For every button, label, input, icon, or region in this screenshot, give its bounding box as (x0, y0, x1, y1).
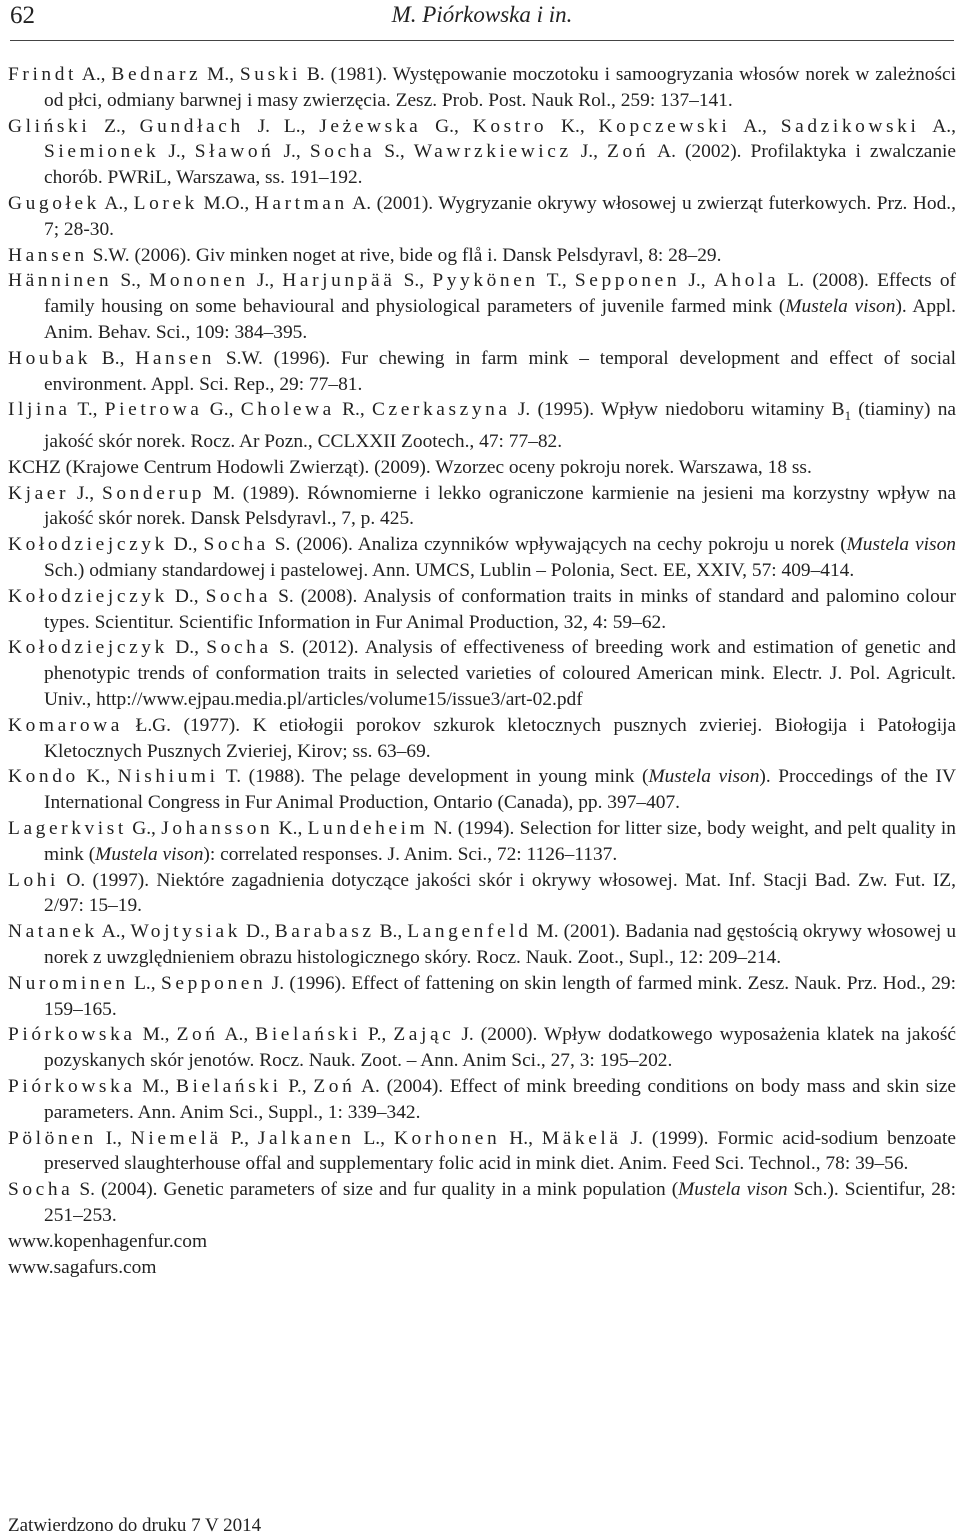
author-surname: Lohi (8, 869, 60, 891)
reference-text: K., (273, 817, 308, 839)
reference-text: O. (1997). Niektóre zagadnienia dotyczące jakości skór i okrywy włosowej. Mat. Inf. Stacji Bad. Zw. Fut. IZ, 2/97: 15–19. (44, 869, 956, 917)
reference-text: ). Appl. Anim. Behav. Sci., 109: 384–395. (44, 296, 956, 343)
author-surname: Gugołek (8, 192, 100, 214)
author-surname: Suski (239, 64, 302, 85)
reference-text: A., (97, 921, 131, 943)
author-surname: Nurominen (8, 972, 129, 994)
reference-text: Sch.). Scientifur, 28: 251–253. (44, 1179, 956, 1226)
author-surname: Bielański (175, 1075, 282, 1097)
reference-text: J. (1996). Effect of fattening on skin length of farmed mink. Zesz. Nauk. Prz. Hod., 29: 159–165. (44, 972, 956, 1020)
species-name: Mustela vison (95, 843, 204, 865)
author-surname: Piórkowska (8, 1024, 136, 1046)
reference-text: KCHZ (Krajowe Centrum Hodowli Zwierząt). (2009). Wzorzec oceny pokroju norek. Warszawa, 18 ss. (8, 456, 812, 478)
author-surname: Mononen (149, 270, 249, 292)
author-surname: Gundłach (139, 115, 244, 137)
reference-text: A. (2002). Profilaktyka i zwalczanie chorób. PWRiL, Warszawa, ss. 191–192. (44, 141, 957, 189)
author-surname: Lorek (133, 192, 198, 214)
reference-text: J., (159, 141, 195, 163)
reference-entry (8, 1177, 956, 1229)
reference-text: S.W. (1996). Fur chewing in farm mink – temporal development and effect of social environment. Appl. Sci. Rep., 29: 77–81. (44, 347, 956, 395)
reference-text: L. (2008). Effects of family housing on some behavioural and physiological parameters of juvenile farmed mink ( (44, 270, 956, 318)
reference-text: T., (70, 399, 105, 421)
reference-entry (8, 62, 956, 114)
author-surname: Czerkaszyna (371, 399, 511, 421)
reference-text: D., (167, 637, 207, 659)
reference-entry (8, 481, 957, 533)
reference-text: S. (2006). Analiza czynników wpływających na cechy pokroju u norek ( (268, 534, 847, 556)
reference-entry (8, 1126, 956, 1178)
reference-entry (8, 268, 956, 345)
reference-entry (8, 397, 957, 454)
reference-text: A., (99, 192, 134, 214)
author-surname: Kołodziejczyk (8, 637, 168, 659)
reference-text: L., (128, 972, 161, 994)
header-rule (10, 40, 954, 41)
reference-text: S. (2004). Genetic parameters of size and fur quality in a mink population ( (73, 1179, 679, 1201)
author-surname: Kołodziejczyk (8, 534, 168, 556)
reference-text: G., (202, 399, 241, 421)
reference-text: P., (281, 1075, 314, 1097)
reference-entry (8, 532, 956, 584)
author-surname: Kołodziejczyk (8, 585, 168, 607)
reference-text: Ł.G. (1977). K etiołogii porokov szkurok kletocznych pusznych zvieriej. Biołogija i Patołogija Kletocznych Pusznych Zvieriej, Kirov; ss. 63–69. (44, 714, 956, 762)
reference-text: J., (571, 141, 608, 163)
reference-text: A. (2004). Effect of mink breeding conditions on body mass and skin size parameters. Ann. Anim Sci., Suppl., 1: 339–342. (44, 1075, 956, 1123)
species-name: Mustela vison (678, 1179, 788, 1201)
author-surname: Sepponen (161, 972, 267, 994)
author-surname: Socha (206, 637, 272, 659)
reference-text: A., (919, 115, 956, 137)
reference-text: B. (1981). Występowanie moczotoku i samoogryzania włosów norek w zależności od płci, odmiany barwnej i masy zwierzęcia. Zesz. Prob. Post. Nauk Rol., 259: 137–141. (44, 64, 956, 111)
author-surname: Socha (309, 141, 376, 163)
reference-entry (8, 1074, 956, 1126)
reference-entry (8, 919, 957, 971)
reference-entry (8, 114, 957, 191)
reference-entry (8, 243, 956, 269)
author-surname: Zoń (176, 1024, 219, 1046)
author-surname: Socha (205, 585, 272, 607)
author-surname: Frindt (8, 64, 78, 85)
reference-text: D., (241, 921, 275, 943)
author-surname: Pietrowa (104, 399, 203, 421)
reference-text: M. (1989). Równomierne i lekko ograniczone karmienie na jesieni ma korzystny wpływ na jakość skór norek. Dansk Pelsdyravl., 7, p. 425. (44, 482, 957, 530)
author-surname: Kostro (472, 115, 548, 137)
reference-text: J., (680, 270, 714, 292)
reference-text: M. (2001). Badania nad gęstością okrywy włosowej u norek z uwzględnieniem obrazu histologicznego skóry. Rocz. Nauk. Zoot., Supl., 12: 209–214. (44, 921, 957, 968)
reference-list (8, 62, 956, 1280)
author-surname: Lundeheim (307, 817, 429, 839)
reference-text: J., (248, 270, 283, 292)
reference-text: J. (1995). Wpływ niedoboru witaminy B (510, 399, 845, 421)
reference-text: A., (730, 115, 781, 137)
reference-text: I., (96, 1127, 131, 1149)
author-surname: Jalkanen (257, 1127, 355, 1149)
author-surname: Socha (203, 534, 269, 556)
reference-text: S. (2012). Analysis of effectiveness of breeding work and estimation of genetic and phenotypic trends of conformation traits in selected varieties of coloured American mink. Electr. J. Pol. Agricult. Univ., http://www.ejpau.media.pl/articles/volume15/issue3/art-02.pdf (44, 637, 956, 710)
author-surname: Jeżewska (319, 115, 422, 137)
reference-text: H., (500, 1127, 542, 1149)
reference-text: A., (77, 64, 112, 85)
reference-text: D., (167, 534, 204, 556)
reference-text: T. (1988). The pelage development in young mink ( (218, 766, 649, 788)
reference-text: Sch.) odmiany standardowej i pastelowej. Ann. UMCS, Lublin – Polonia, Sect. EE, XXIV, 57: 409–414. (44, 560, 855, 582)
author-surname: Bielański (255, 1024, 361, 1046)
reference-text: J. L., (243, 115, 320, 137)
author-surname: Niemelä (130, 1127, 222, 1149)
reference-entry (8, 713, 956, 765)
author-surname: Zając (393, 1024, 455, 1046)
author-surname: Sepponen (574, 270, 681, 292)
reference-text: J. (1999). Formic acid-sodium benzoate preserved slaughterhouse offal and supplementary folic acid in mink diet. Anim. Feed Sci. Technol., 78: 39–56. (44, 1127, 956, 1175)
author-surname: Zoń (313, 1075, 356, 1097)
author-surname: Wawrzkiewicz (413, 141, 572, 163)
author-surname: Korhonen (393, 1127, 501, 1149)
author-surname: Hansen (8, 244, 88, 266)
reference-text: R., (334, 399, 372, 421)
reference-entry (8, 868, 956, 920)
reference-text: ). Proccedings of the IV International Congress in Fur Animal Production, Ontario (Canada), pp. 397–407. (44, 766, 956, 814)
reference-text: A. (2001). Wygryzanie okrywy włosowej u zwierząt futerkowych. Prz. Hod., 7; 28-30. (44, 192, 957, 240)
author-surname: Gliński (8, 115, 91, 137)
reference-text: Z., (90, 115, 140, 137)
author-surname: Kjaer (8, 482, 70, 504)
author-surname: Sonderup (101, 482, 206, 504)
species-name: Mustela vison (648, 766, 760, 788)
reference-text: G., (126, 817, 162, 839)
author-surname: Zoń (607, 141, 650, 163)
reference-entry (8, 346, 956, 398)
reference-text: S., (112, 270, 150, 292)
page-number: 62 (10, 2, 35, 29)
author-surname: Mäkelä (541, 1127, 622, 1149)
reference-text: J., (69, 482, 102, 504)
reference-entry (8, 635, 956, 712)
author-surname: Johansson (161, 817, 274, 839)
reference-entry (8, 584, 956, 636)
reference-entry (8, 1022, 957, 1074)
running-head: M. Piórkowska i in. (391, 2, 573, 27)
page-header (10, 0, 954, 38)
author-surname: Natanek (8, 921, 98, 943)
author-surname: Langenfeld (407, 921, 532, 943)
approval-footer: Zatwierdzono do druku 7 V 2014 (8, 1515, 262, 1536)
reference-entry (8, 816, 956, 868)
reference-entry (8, 971, 956, 1023)
reference-text: K., (78, 766, 118, 788)
reference-text: A., (218, 1024, 256, 1046)
reference-text: M., (135, 1075, 176, 1097)
website-link[interactable]: www.sagafurs.com (8, 1256, 157, 1278)
author-surname: Ahola (713, 270, 780, 292)
author-surname: Pyykönen (432, 270, 539, 292)
author-surname: Bednarz (111, 64, 202, 85)
species-name: Mustela vison (846, 534, 956, 556)
reference-text: ): correlated responses. J. Anim. Sci., 72: 1126–1137. (203, 843, 618, 865)
author-surname: Hartman (254, 192, 348, 214)
author-surname: Harjunpää (282, 270, 396, 292)
author-surname: Siemionek (44, 141, 160, 163)
reference-text: N. (1994). Selection for litter size, body weight, and pelt quality in mink ( (44, 817, 956, 865)
author-surname: Cholewa (240, 399, 335, 421)
author-surname: Sadzikowski (780, 115, 920, 137)
reference-entry (8, 455, 956, 481)
reference-text: J. (2000). Wpływ dodatkowego wyposażenia klatek na jakość pozyskanych skór jenotów. Rocz. Nauk. Zoot. – Ann. Anim Sci., 27, 3: 195–202. (44, 1024, 957, 1072)
author-surname: Komarowa (8, 714, 123, 736)
reference-text: J., (274, 141, 310, 163)
author-surname: Nishiumi (117, 766, 219, 788)
website-link[interactable]: www.kopenhagenfur.com (8, 1230, 208, 1252)
reference-text: L., (354, 1127, 394, 1149)
reference-text: M., (135, 1024, 177, 1046)
reference-text: B., (374, 921, 408, 943)
reference-entry (8, 191, 957, 243)
reference-text: S., (375, 141, 414, 163)
author-surname: Socha (8, 1179, 74, 1201)
reference-text: T., (538, 270, 575, 292)
species-name: Mustela vison (785, 296, 896, 318)
author-surname: Sławoń (194, 141, 275, 163)
author-surname: Wojtysiak (130, 921, 242, 943)
reference-entry (8, 764, 956, 816)
author-surname: Houbak (8, 347, 91, 369)
author-surname: Hänninen (8, 270, 113, 292)
author-surname: Hansen (135, 347, 216, 369)
reference-text: D., (167, 585, 206, 607)
author-surname: Lagerkvist (8, 817, 127, 839)
reference-text: K., (547, 115, 599, 137)
author-surname: Kopczewski (598, 115, 731, 137)
author-surname: Pölönen (8, 1127, 97, 1149)
reference-text: B., (91, 347, 136, 369)
reference-text: (tiaminy) na jakość skór norek. Rocz. Ar Pozn., CCLXXII Zootech., 47: 77–82. (44, 399, 957, 453)
author-surname: Iljina (8, 399, 71, 421)
reference-text: G., (421, 115, 473, 137)
reference-text: S.W. (2006). Giv minken noget at rive, bide og flå i. Dansk Pelsdyravl, 8: 28–29. (87, 244, 722, 266)
author-surname: Barabasz (274, 921, 375, 943)
author-surname: Piórkowska (8, 1075, 136, 1097)
reference-text: M., (201, 64, 240, 85)
subscript: 1 (844, 408, 852, 424)
reference-text: M.O., (197, 192, 255, 214)
reference-text: P., (221, 1127, 258, 1149)
author-surname: Kondo (8, 766, 79, 788)
reference-text: S., (395, 270, 433, 292)
reference-text: P., (360, 1024, 394, 1046)
reference-text: S. (2008). Analysis of conformation traits in minks of standard and palomino colour types. Scientitur. Scientific Information in Fur Animal Production, 32, 4: 59–62. (44, 585, 956, 633)
